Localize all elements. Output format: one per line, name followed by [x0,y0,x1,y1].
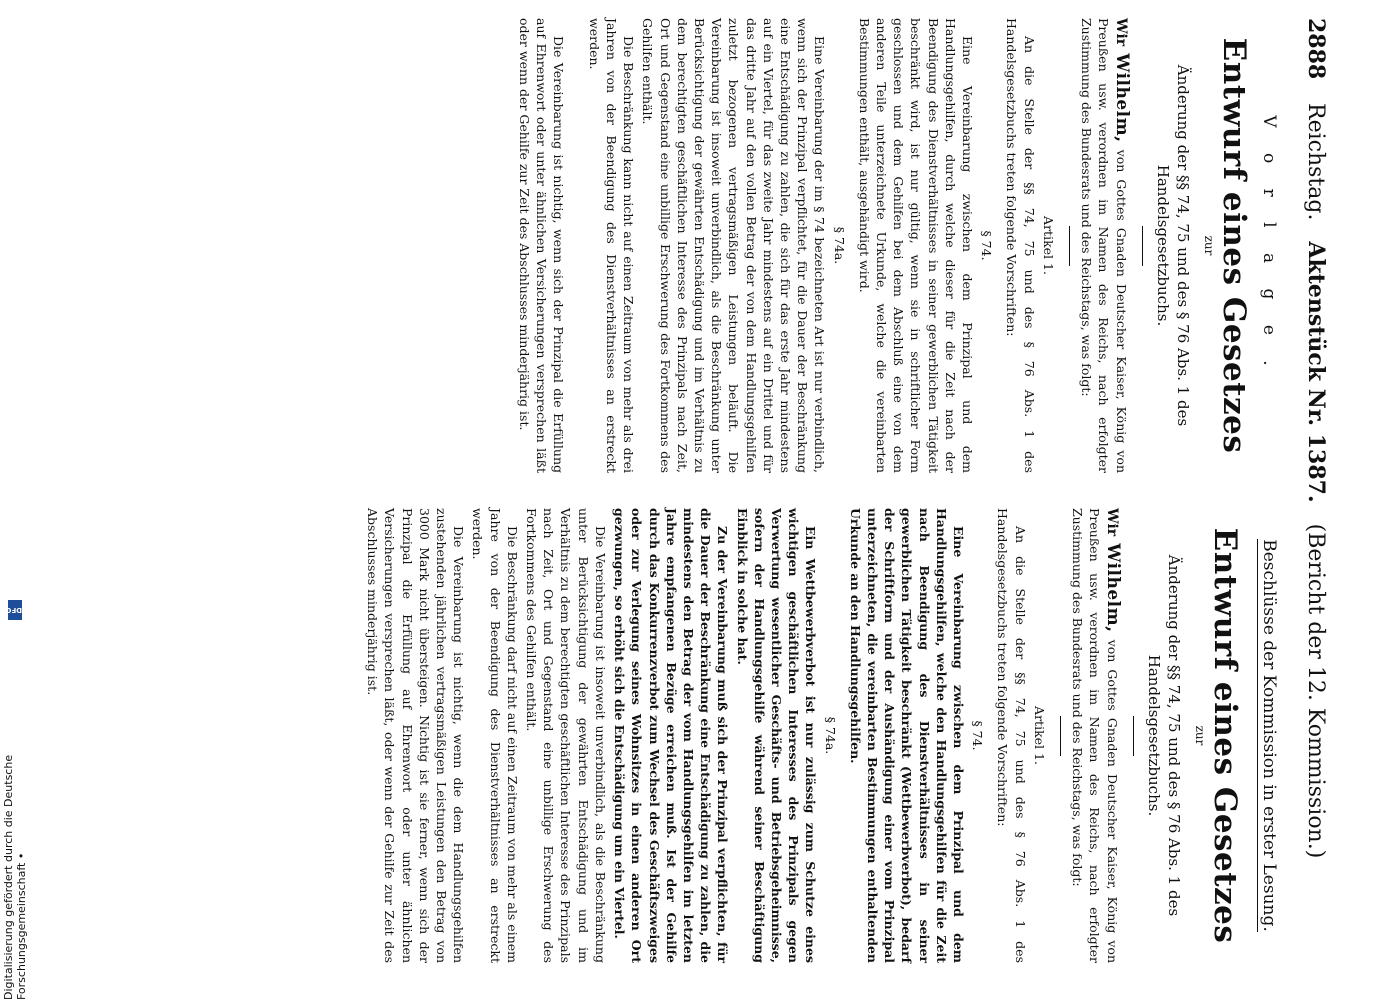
funding-text: Digitalisierung gefördert durch die Deutsche Forschungsgemeinschaft • [2,754,28,1000]
vorlage-preamble: Wir Wilhelm, von Gottes Gnaden Deutscher Kaiser, König von Preußen usw. verordnen im Namen des Reichs, nach erfolgter Zustimmung des Bundesrats und des Reichstags, was folgt: [1078,18,1133,474]
running-head [1303,103,1329,858]
vorlage-preamble-text: von Gottes Gnaden Deutscher Kaiser, König von Preußen usw. verordnen im Namen des Reichs, nach erfolgter Zustimmung des Bundesrats und des Reichstags, was folgt: [1078,18,1130,474]
beschluesse-artikel-text: An die Stelle der §§ 74, 75 und des § 76 Abs. 1 des Handelsgesetzbuchs treten folgende Vorschriften: [995,508,1028,963]
beschluesse-zur: zur [1192,725,1207,746]
running-head-prefix: Reichstag. [1303,103,1328,221]
vorlage-zur: zur [1201,235,1216,256]
divider [1133,716,1134,756]
beschluesse-wilhelm: Wilhelm, [1103,543,1124,633]
beschluesse-sec74a-p1: Ein Wettbewerbverbot ist nur zulässig zum Schutze eines wichtigen geschäftlichen Interesses des Prinzipals gegen Verwertung wesentlicher Geschäfts- und Betriebsgeheimnisse, sofern der Handlungsgehilfe während seiner Beschäftigung Einblick in solche hat. [734,508,819,963]
column-vorlage [514,18,1277,473]
page-number: 2888 [1303,18,1329,80]
beschluesse-heading: Beschlüsse der Kommission in erster Lesung. [1257,539,1277,932]
vorlage-sec74-head: § 74. [979,230,995,261]
running-head-suffix: (Bericht der 12. Kommission.) [1303,523,1328,859]
beschluesse-subtitle: Änderung der §§ 74, 75 und des § 76 Abs. 1 des Handelsgesetzbuchs. [1145,554,1184,917]
divider [1060,716,1061,756]
vorlage-artikel-text: An die Stelle der §§ 74, 75 und des § 76 Abs. 1 des Handelsgesetzbuchs treten folgende Vorschriften: [1004,18,1037,473]
beschluesse-preamble-text: von Gottes Gnaden Deutscher Kaiser, König von Preußen usw. verordnen im Namen des Reichs, nach erfolgter Zustimmung des Bundesrats und des Reichstags, was folgt: [1069,508,1121,964]
vorlage-title: Entwurf eines Gesetzes [1215,37,1252,454]
beschluesse-artikel: Artikel 1. [1031,706,1047,765]
rotated-page [15,8,1335,1008]
dfg-logo: DFG [8,600,22,620]
running-head-doc: Aktenstück Nr. 1387. [1303,241,1329,503]
vorlage-sec74a-p1: Eine Vereinbarung der im § 74 bezeichneten Art ist nur verbindlich, wenn sich der Prinzipal verpflichtet, für die Dauer der Beschränkung eine Entschädigung zu zahlen, die sich für das erste Jahr mindestens auf ein Viertel, für das zweite Jahr mindestens auf ein Drittel und für das dritte Jahr auf den vollen Betrag der von dem Handlungsgehilfen zuletzt bezogenen vertragsmäßigen Leistungen beläuft. Die Vereinbarung ist insoweit unverbindlich, als die Beschränkung unter Berücksichtigung der gewährten Entschädigung und im Verhältnis zu dem berechtigten geschäftlichen Interesse des Prinzipals nach Zeit, Ort und Gegenstand eine unbillige Erschwerung des Fortkommens des Gehilfen enthält. [640,18,828,473]
vorlage-artikel: Artikel 1. [1040,216,1056,275]
divider [1069,226,1070,266]
divider [1142,226,1143,266]
beschluesse-sec74a-p2: Zu der Vereinbarung muß sich der Prinzipal verpflichten, für die Dauer der Beschränkung eine Entschädigung zu zahlen, die mindestens den Betrag der vom Handlungsgehilfen im letzten Jahre empfangenen Bezüge erreichen muß. Ist der Gehilfe durch das Konkurrenzverbot zum Wechsel des Geschäftszweiges oder zur Verlegung seines Wohnsitzes in einen anderen Ort gezwungen, so erhöht sich die Entschädigung um ein Viertel. [612,508,731,963]
beschluesse-sec74a-p4: Die Beschränkung darf nicht auf einen Zeitraum von mehr als einem Jahre von der Beendigung des Dienstverhältnisses an erstreckt werden. [470,508,520,963]
vorlage-sec74a-p3: Die Vereinbarung ist nichtig, wenn sich der Prinzipal die Erfüllung auf Ehrenwort oder unter ähnlichen Versicherungen versprechen läßt oder wenn der Gehilfe zur Zeit des Abschlusses minderjährig ist. [517,18,567,473]
beschluesse-sec74a-p3: Die Vereinbarung ist insoweit unverbindlich, als die Beschränkung unter Berücksichtigung der gewährten Entschädigung und im Verhältnis zu dem berechtigten geschäftlichen Interesse des Prinzipals nach Zeit, Ort und Gegenstand eine unbillige Erschwerung des Fortkommens des Gehilfen enthält. [524,508,608,963]
beschluesse-title: Entwurf eines Gesetzes [1206,527,1243,944]
beschluesse-sec74a-head: § 74a. [822,716,838,755]
beschluesse-sec74-text: Eine Vereinbarung zwischen dem Prinzipal und dem Handlungsgehilfen, welche den Handlungsgehilfen für die Zeit nach Beendigung des Dienstverhältnisses in seiner gewerblichen Tätigkeit beschränkt (Wettbewerbverbot), bedarf der Schriftform und der Aushändigung einer vom Prinzipal unterzeichneten, die vereinbarten Bestimmungen enthaltenden Urkunde an den Handlungsgehilfen. [847,508,966,963]
beschluesse-preamble: Wir Wilhelm, von Gottes Gnaden Deutscher Kaiser, König von Preußen usw. verordnen im Namen des Reichs, nach erfolgter Zustimmung des Bundesrats und des Reichstags, was folgt: [1069,508,1124,964]
beschluesse-sec74a-p5: Die Vereinbarung ist nichtig, wenn die dem Handlungsgehilfen zustehenden jährlichen vertragsmäßigen Leistungen den Betrag von 3000 Mark nicht übersteigen. Nichtig ist sie ferner, wenn sich der Prinzipal die Erfüllung auf Ehrenwort oder unter ähnlichen Versicherungen versprechen läßt, oder wenn der Gehilfe zur Zeit des Abschlusses minderjährig ist. [365,508,467,963]
page-header [1295,8,1335,1008]
beschluesse-sec74-head: § 74. [970,720,986,751]
column-beschluesse [362,508,1277,963]
vorlage-sec74a-p2: Die Beschränkung kann nicht auf einen Zeitraum von mehr als drei Jahren von der Beendigung des Dienstverhältnisses an erstreckt werden. [586,18,637,473]
vorlage-heading: V o r l a g e . [1259,115,1279,376]
vorlage-sec74-text: Eine Vereinbarung zwischen dem Prinzipal und dem Handlungsgehilfen, durch welche dieser für die Zeit nach der Beendigung des Dienstverhältnisses in seiner gewerblichen Tätigkeit beschränkt wird, ist nur gültig, wenn sie in schriftlicher Form geschlossen und dem Gehilfen bei dem Abschluß eine von dem anderen Teile unterzeichnete Urkunde, welche die vereinbarten Bestimmungen enthält, ausgehändigt wird. [856,18,975,473]
vorlage-subtitle: Änderung der §§ 74, 75 und des § 76 Abs. 1 des Handelsgesetzbuchs. [1154,64,1193,427]
vorlage-wilhelm: Wilhelm, [1112,53,1133,143]
vorlage-sec74a-head: § 74a. [831,226,847,265]
